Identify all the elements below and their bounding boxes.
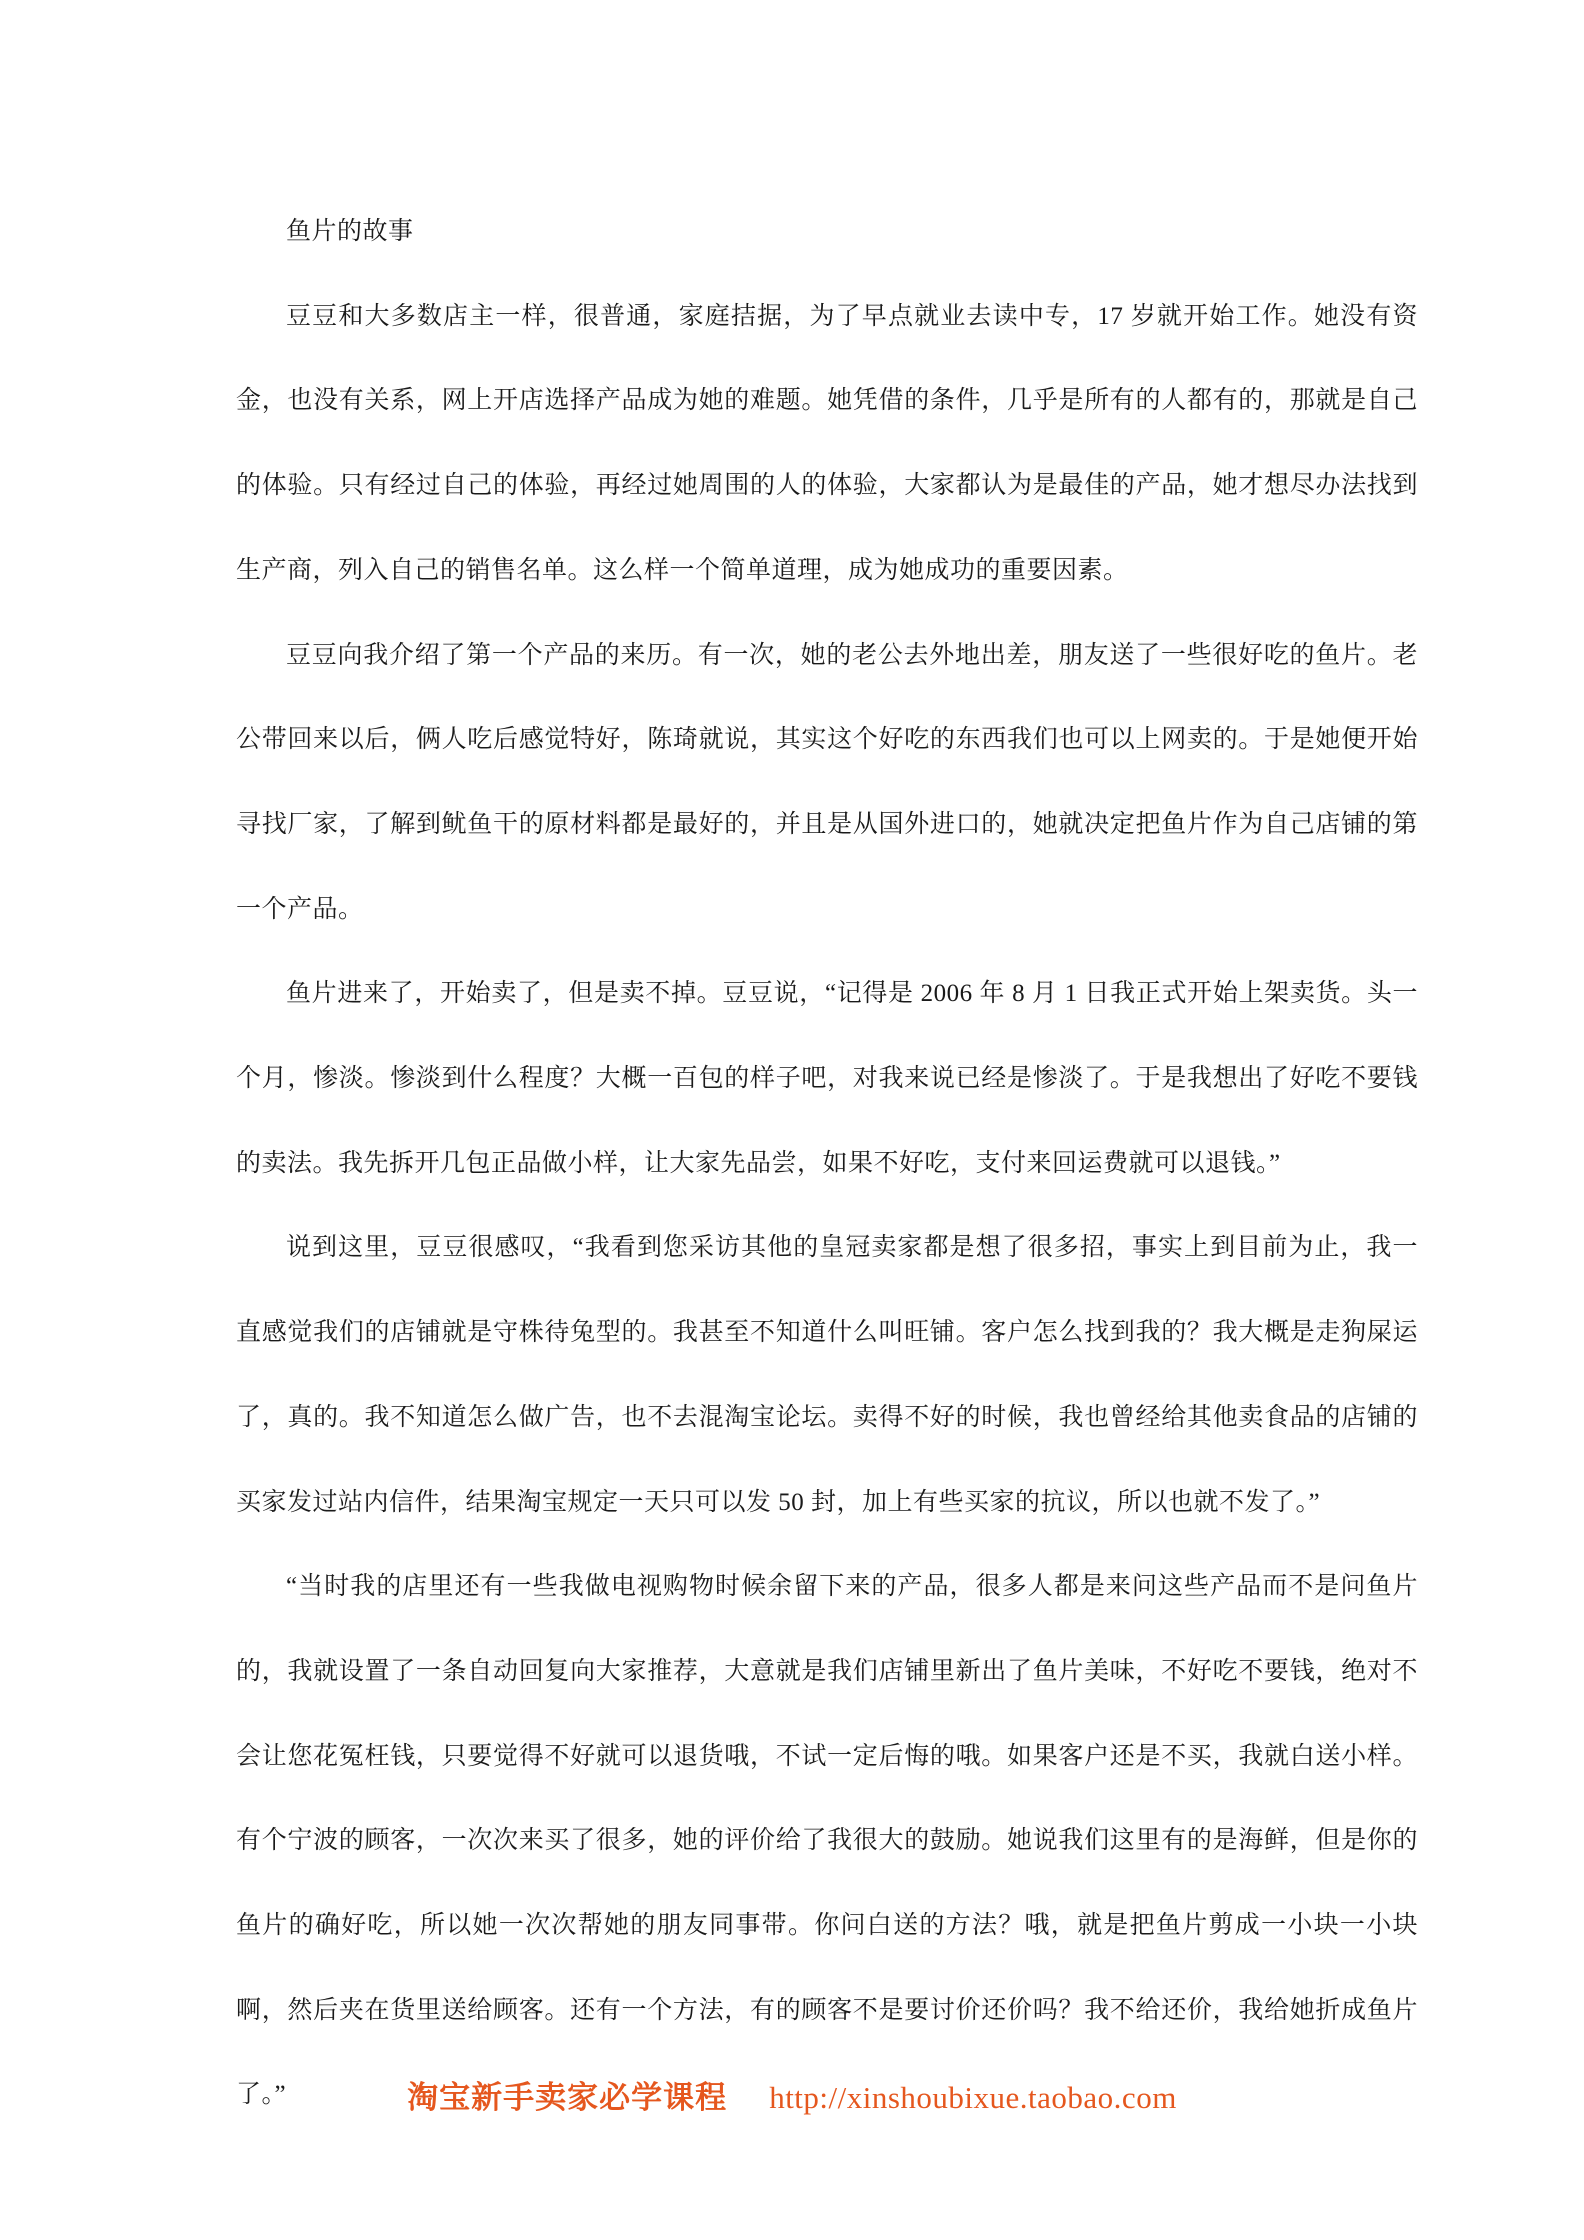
- paragraph-3: 鱼片进来了，开始卖了，但是卖不掉。豆豆说，“记得是 2006 年 8 月 1 日我正式开始上架卖货。头一个月，惨淡。惨淡到什么程度？大概一百包的样子吧，对我来说已经是惨淡了。于是我想出了好吃不要钱的卖法。我先拆开几包正品做小样，让大家先品尝，如果不好吃，支付来回运费就可以退钱。”: [236, 980, 1418, 1177]
- footer-course-label: 淘宝新手卖家必学课程: [407, 2080, 728, 2115]
- document-body: [236, 190, 1418, 2138]
- paragraph-4: 说到这里，豆豆很感叹，“我看到您采访其他的皇冠卖家都是想了很多招，事实上到目前为止，我一直感觉我们的店铺就是守株待兔型的。我甚至不知道什么叫旺铺。客户怎么找到我的？我大概是走狗屎运了，真的。我不知道怎么做广告，也不去混淘宝论坛。卖得不好的时候，我也曾经给其他卖食品的店铺的买家发过站内信件，结果淘宝规定一天只可以发 50 封，加上有些买家的抗议，所以也就不发了。”: [236, 1234, 1418, 1516]
- paragraph-5: “当时我的店里还有一些我做电视购物时候余留下来的产品，很多人都是来问这些产品而不是问鱼片的，我就设置了一条自动回复向大家推荐，大意就是我们店铺里新出了鱼片美味，不好吃不要钱，绝对不会让您花冤枉钱，只要觉得不好就可以退货哦，不试一定后悔的哦。如果客户还是不买，我就白送小样。有个宁波的顾客，一次次来买了很多，她的评价给了我很大的鼓励。她说我们这里有的是海鲜，但是你的鱼片的确好吃，所以她一次次帮她的朋友同事带。你问白送的方法？哦，就是把鱼片剪成一小块一小块啊，然后夹在货里送给顾客。还有一个方法，有的顾客不是要讨价还价吗？我不给还价，我给她折成鱼片了。”: [236, 1573, 1418, 2109]
- paragraph-2: 豆豆向我介绍了第一个产品的来历。有一次，她的老公去外地出差，朋友送了一些很好吃的鱼片。老公带回来以后，俩人吃后感觉特好，陈琦就说，其实这个好吃的东西我们也可以上网卖的。于是她便开始寻找厂家，了解到鱿鱼干的原材料都是最好的，并且是从国外进口的，她就决定把鱼片作为自己店铺的第一个产品。: [236, 641, 1418, 923]
- paragraph-1: 豆豆和大多数店主一样，很普通，家庭拮据，为了早点就业去读中专，17 岁就开始工作。她没有资金，也没有关系，网上开店选择产品成为她的难题。她凭借的条件，几乎是所有的人都有的，那就是自己的体验。只有经过自己的体验，再经过她周围的人的体验，大家都认为是最佳的产品，她才想尽办法找到生产商，列入自己的销售名单。这么样一个简单道理，成为她成功的重要因素。: [236, 302, 1418, 584]
- page-footer: [0, 2072, 1584, 2117]
- document-title: 鱼片的故事: [286, 218, 414, 245]
- footer-url-link[interactable]: http://xinshoubixue.taobao.com: [769, 2080, 1177, 2115]
